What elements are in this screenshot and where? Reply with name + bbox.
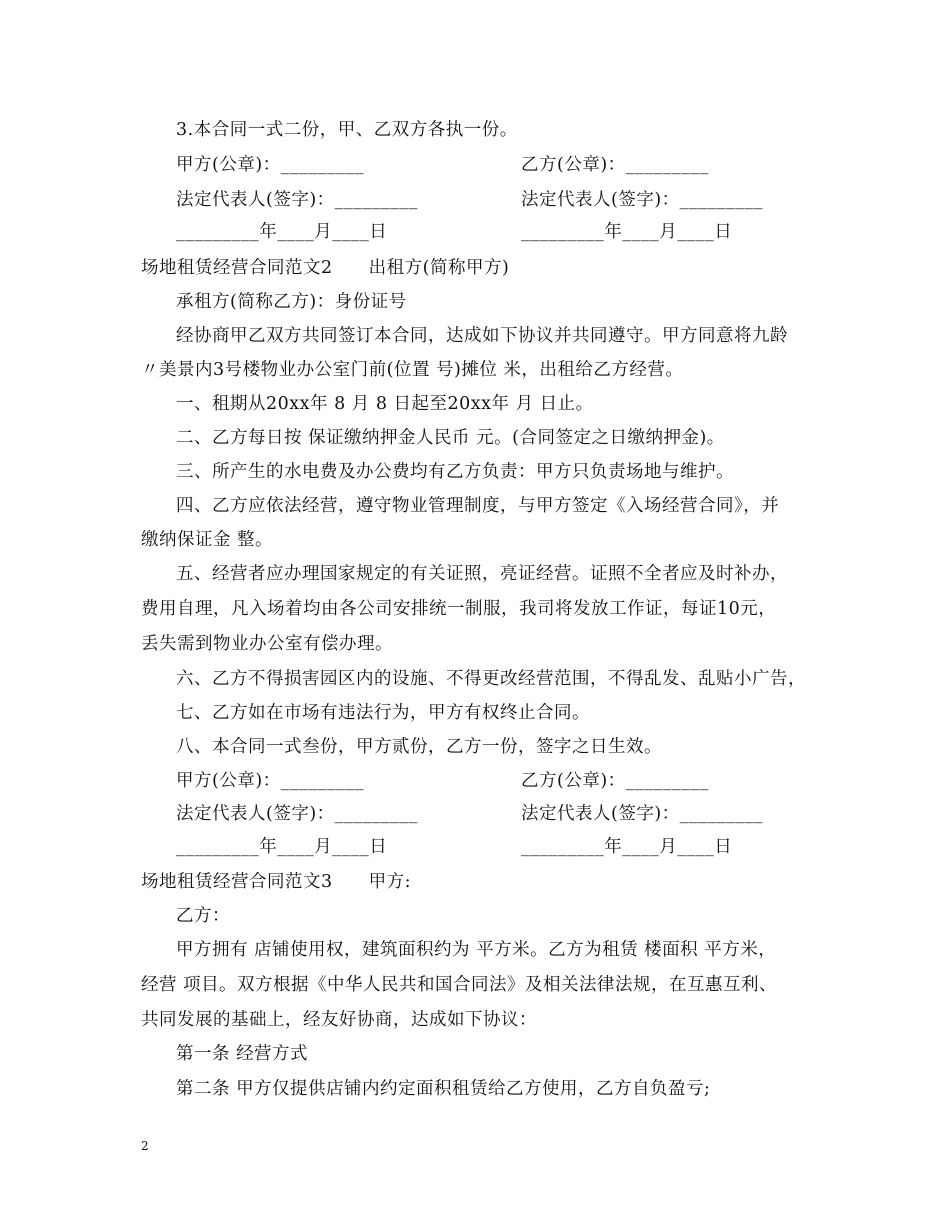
- page-number: 2: [141, 1139, 149, 1153]
- clause: 四、乙方应依法经营，遵守物业管理制度，与甲方签定《入场经营合同》，并: [176, 496, 780, 516]
- clause: 六、乙方不得损害园区内的设施、不得更改经营范围，不得乱发、乱贴小广告，: [176, 669, 806, 689]
- section-heading: 场地租赁经营合同范文2 出租方(简称甲方): [141, 258, 510, 278]
- signature-party-b-date: _________年____月____日: [521, 837, 733, 857]
- text-line: 缴纳保证金 整。: [141, 530, 274, 550]
- signature-party-a-date: _________年____月____日: [176, 837, 388, 857]
- article-heading: 第一条 经营方式: [176, 1044, 309, 1064]
- signature-party-a-date: _________年____月____日: [176, 222, 388, 242]
- signature-party-a-rep: 法定代表人(签字)：_________: [176, 804, 418, 824]
- text-line: 共同发展的基础上，经友好协商，达成如下协议：: [141, 1010, 537, 1030]
- text-line: 甲方拥有 店铺使用权，建筑面积约为 平方米。乙方为租赁 楼面积 平方米，: [176, 940, 777, 960]
- signature-party-a-seal: 甲方(公章)：_________: [176, 771, 364, 791]
- signature-party-b-seal: 乙方(公章)：_________: [521, 771, 709, 791]
- text-line: 3.本合同一式二份，甲、乙双方各执一份。: [176, 120, 518, 140]
- signature-party-a-seal: 甲方(公章)：_________: [176, 155, 364, 175]
- text-line: 费用自理，凡入场着均由各公司安排统一制服，我司将发放工作证，每证10元，: [141, 599, 777, 619]
- clause: 一、租期从20xx年 8 月 8 日起至20xx年 月 日止。: [176, 394, 594, 414]
- signature-party-b-date: _________年____月____日: [521, 222, 733, 242]
- clause: 七、乙方如在市场有违法行为，甲方有权终止合同。: [176, 703, 590, 723]
- text-line: 经营 项目。双方根据《中华人民共和国合同法》及相关法律法规，在互惠互利、: [141, 975, 778, 995]
- clause: 三、所产生的水电费及办公费均有乙方负责：甲方只负责场地与维护。: [176, 462, 734, 482]
- signature-party-a-rep: 法定代表人(签字)：_________: [176, 190, 418, 210]
- clause: 八、本合同一式叁份，甲方贰份，乙方一份，签字之日生效。: [176, 737, 662, 757]
- clause: 五、经营者应办理国家规定的有关证照，亮证经营。证照不全者应及时补办，: [176, 564, 788, 584]
- section-heading: 场地租赁经营合同范文3 甲方:: [141, 872, 412, 892]
- signature-party-b-rep: 法定代表人(签字)：_________: [521, 804, 763, 824]
- text-line: 〃美景内3号楼物业办公室门前(位置 号)摊位 米，出租给乙方经营。: [141, 360, 684, 380]
- signature-party-b-seal: 乙方(公章)：_________: [521, 155, 709, 175]
- text-line: 承租方(简称乙方)：身份证号: [176, 292, 407, 312]
- text-line: 乙方：: [176, 906, 230, 926]
- signature-party-b-rep: 法定代表人(签字)：_________: [521, 190, 763, 210]
- text-line: 丢失需到物业办公室有偿办理。: [141, 634, 393, 654]
- clause: 二、乙方每日按 保证缴纳押金人民币 元。(合同签定之日缴纳押金)。: [176, 428, 725, 448]
- text-line: 经协商甲乙双方共同签订本合同，达成如下协议并共同遵守。甲方同意将九龄: [176, 326, 788, 346]
- article-heading: 第二条 甲方仅提供店铺内约定面积租赁给乙方使用，乙方自负盈亏;: [176, 1079, 711, 1099]
